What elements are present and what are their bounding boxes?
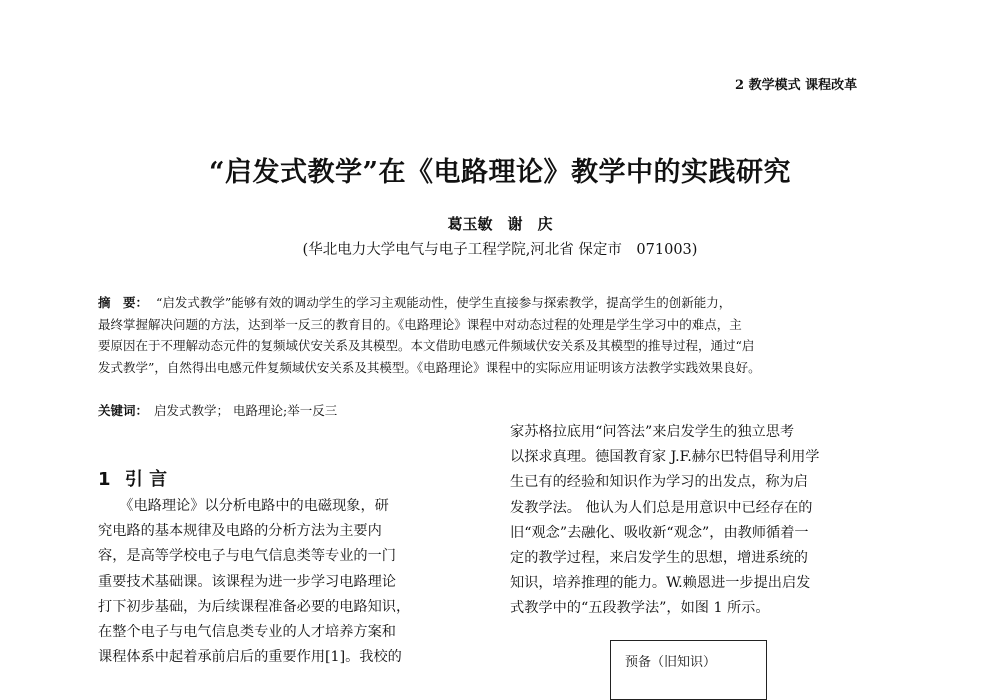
- section-heading: [98, 465, 167, 491]
- abstract-text: “启发式教学”能够有效的调动学生的学习主观能动性，使学生直接参与探索教学，提高学生的创新能力，: [156, 295, 732, 310]
- abstract-label: 摘 要：: [98, 295, 149, 310]
- body-line: 打下初步基础，为后续课程准备必要的电路知识，: [98, 598, 411, 615]
- running-header: 2 教学模式 课程改革: [735, 78, 858, 93]
- authors: 葛玉敏 谢 庆: [447, 215, 553, 233]
- body-line: 知识，培养推理的能力。W.赖恩进一步提出启发: [510, 575, 811, 592]
- abstract-line: 最终掌握解决问题的方法，达到举一反三的教育目的。《电路理论》课程中对动态过程的处理是学生学习中的难点，主: [98, 316, 742, 332]
- body-line: 家苏格拉底用“问答法”来启发学生的独立思考: [510, 424, 795, 440]
- abstract: [98, 292, 888, 378]
- body-line: 生已有的经验和知识作为学习的出发点，称为启: [510, 474, 808, 491]
- body-line: 究电路的基本规律及电路的分析方法为主要内: [98, 523, 382, 540]
- body-line: 容，是高等学校电子与电气信息类等专业的一门: [98, 548, 396, 565]
- body-line: 发教学法。 他认为人们总是用意识中已经存在的: [510, 499, 813, 516]
- figure-box: [610, 640, 767, 700]
- body-line: 重要技术基础课。该课程为进一步学习电路理论: [98, 573, 396, 590]
- right-column: [510, 420, 895, 622]
- keywords-text: 启发式教学； 电路理论;举一反三: [154, 403, 338, 418]
- figure-box-label: 预备（旧知识）: [625, 655, 717, 670]
- affiliation: (华北电力大学电气与电子工程学院,河北省 保定市 071003): [302, 242, 698, 258]
- section-title: 引 言: [124, 469, 168, 490]
- abstract-line: [98, 292, 888, 314]
- paper-title: “启发式教学”在《电路理论》教学中的实践研究: [208, 157, 792, 188]
- abstract-line: 发式教学”，自然得出电感元件复频域伏安关系及其模型。《电路理论》课程中的实际应用证明该方法教学实践效果良好。: [98, 359, 761, 375]
- body-line: 《电路理论》以分析电路中的电磁现象，研: [98, 498, 389, 514]
- body-line: 在整个电子与电气信息类专业的人才培养方案和: [98, 623, 396, 640]
- left-column: [98, 494, 483, 670]
- section-number: 1: [98, 469, 111, 490]
- keywords: [98, 401, 337, 419]
- body-line: 以探求真理。德国教育家 J.F.赫尔巴特倡导利用学: [510, 449, 820, 466]
- keywords-label: 关键词：: [98, 403, 149, 418]
- body-line: 旧“观念”去融化、吸收新“观念”，由教师循着一: [510, 524, 809, 541]
- body-line: 定的教学过程，来启发学生的思想，增进系统的: [510, 549, 808, 566]
- body-line: 式教学中的“五段教学法”，如图 1 所示。: [510, 600, 770, 617]
- abstract-line: 要原因在于不理解动态元件的复频域伏安关系及其模型。本文借助电感元件频域伏安关系及其模型的推导过程，通过“启: [98, 338, 755, 353]
- body-line: 课程体系中起着承前启后的重要作用[1]。我校的: [98, 649, 402, 666]
